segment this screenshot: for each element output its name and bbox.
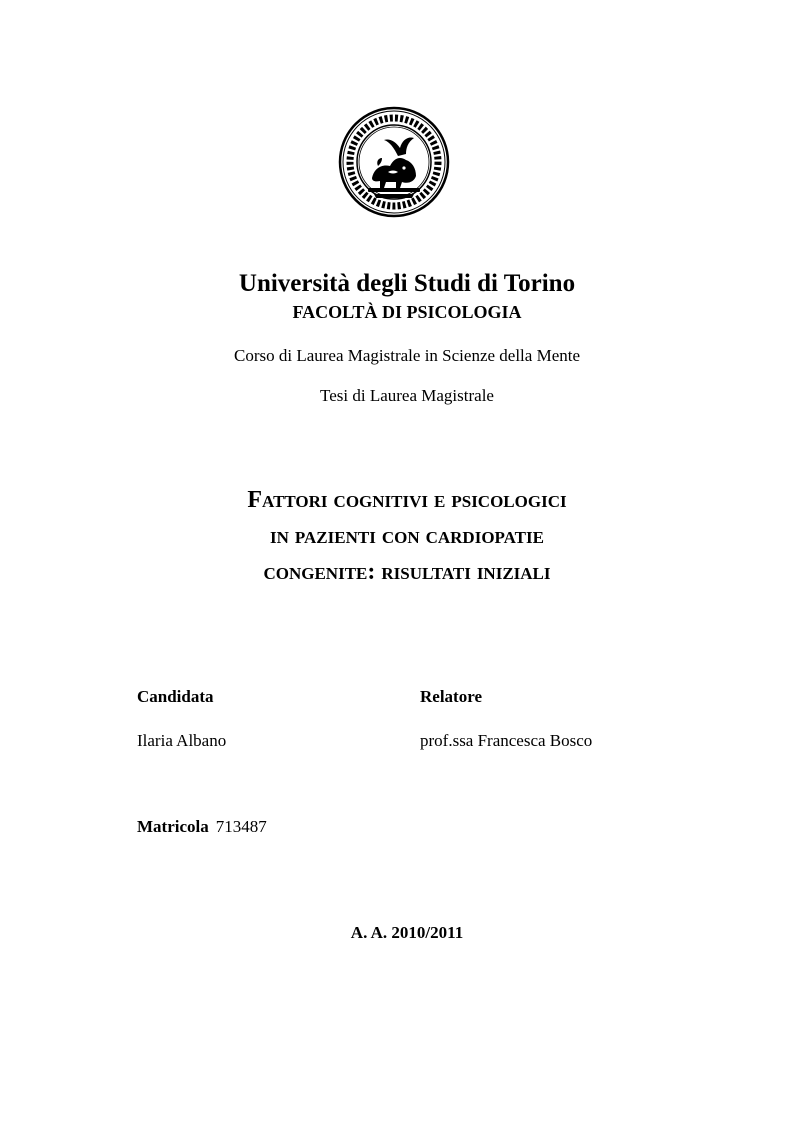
candidate-name: Ilaria Albano [137,731,227,750]
thesis-title-line-2: in pazienti con cardiopatie [270,523,544,549]
advisor-label: Relatore [420,687,482,706]
candidate-label: Candidata [137,687,214,706]
thesis-type: Tesi di Laurea Magistrale [320,386,494,405]
faculty-name: FACOLTÀ DI PSICOLOGIA [292,302,522,322]
matricola-number: 713487 [215,817,267,836]
advisor-name: prof.ssa Francesca Bosco [420,731,593,750]
matricola-row [137,815,267,839]
course-name: Corso di Laurea Magistrale in Scienze della Mente [233,346,581,365]
university-seal-icon [338,106,450,218]
academic-year: A. A. 2010/2011 [350,923,464,942]
thesis-title [0,482,794,590]
university-name: Università degli Studi di Torino [238,270,576,297]
thesis-title-line-3: congenite: risultati iniziali [263,559,551,585]
thesis-title-line-1: Fattori cognitivi e psicologici [247,487,567,513]
matricola-label: Matricola [137,817,209,836]
